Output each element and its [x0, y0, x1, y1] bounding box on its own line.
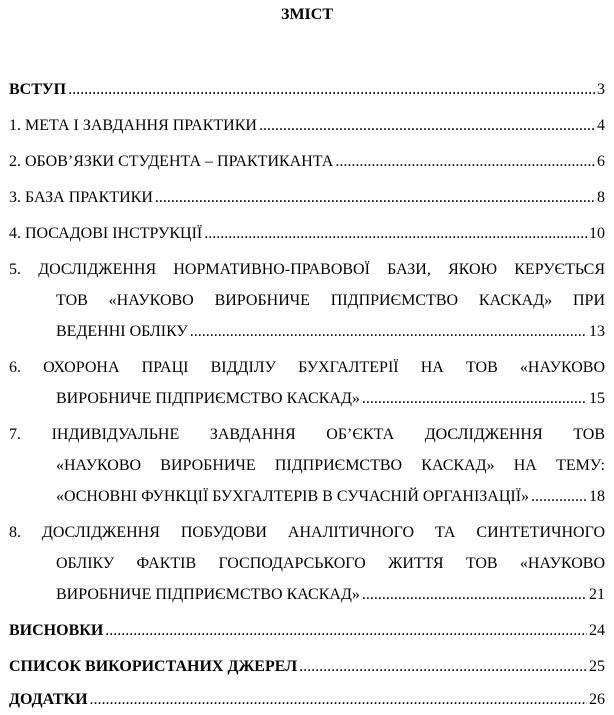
toc-entry-1 [9, 114, 605, 138]
toc-page-number: 3 [597, 81, 605, 98]
dot-leader [190, 320, 587, 344]
toc-entry-text: 2. ОБОВ’ЯЗКИ СТУДЕНТА – ПРАКТИКАНТА [9, 153, 334, 170]
toc-entry-text: ВСТУП [9, 81, 67, 98]
toc-entry-7-line-2: «НАУКОВО ВИРОБНИЧЕ ПІДПРИЄМСТВО КАСКАД» НА ТЕМУ: [56, 457, 605, 474]
toc-entry-intro [9, 78, 605, 102]
toc-entry-conclusions [9, 619, 605, 643]
toc-entry-5-line-2: ТОВ «НАУКОВО ВИРОБНИЧЕ ПІДПРИЄМСТВО КАСКАД» ПРИ [56, 292, 605, 309]
toc-page-number: 25 [589, 658, 605, 675]
toc-entry-text: «ОСНОВНІ ФУНКЦІЇ БУХГАЛТЕРІВ В СУЧАСНІЙ ОРГАНІЗАЦІЇ» [56, 488, 530, 505]
toc-page-number: 4 [597, 117, 605, 134]
toc-entry-text: ВИСНОВКИ [9, 622, 104, 639]
toc-entry-references [9, 655, 605, 679]
dot-leader [259, 114, 595, 138]
toc-entry-text: 4. ПОСАДОВІ ІНСТРУКЦІЇ [9, 225, 203, 242]
dot-leader [68, 78, 595, 102]
toc-page-number: 8 [597, 189, 605, 206]
toc-entry-5-line-3 [56, 320, 605, 344]
toc-page-number: 13 [589, 323, 605, 340]
toc-page-number: 21 [589, 586, 605, 603]
toc-page-number: 26 [589, 691, 605, 708]
toc-entry-text: СПИСОК ВИКОРИСТАНИХ ДЖЕРЕЛ [9, 658, 298, 675]
toc-page-number: 18 [589, 488, 605, 505]
toc-entry-text: ВИРОБНИЧЕ ПІДПРИЄМСТВО КАСКАД» [56, 390, 360, 407]
toc-entry-8-line-1: 8. ДОСЛІДЖЕННЯ ПОБУДОВИ АНАЛІТИЧНОГО ТА СИНТЕТИЧНОГО [9, 524, 605, 541]
dot-leader [299, 655, 587, 679]
dot-leader [90, 688, 587, 712]
toc-entry-text: ВЕДЕННІ ОБЛІКУ [56, 323, 188, 340]
toc-page-number: 15 [589, 390, 605, 407]
toc-entry-6-line-1: 6. ОХОРОНА ПРАЦІ ВІДДІЛУ БУХГАЛТЕРІЇ НА ТОВ «НАУКОВО [9, 359, 605, 376]
toc-entry-text: 3. БАЗА ПРАКТИКИ [9, 189, 153, 206]
toc-entry-8-line-3 [56, 583, 605, 607]
dot-leader [335, 150, 595, 174]
toc-entry-8-line-2: ОБЛІКУ ФАКТІВ ГОСПОДАРСЬКОГО ЖИТТЯ ТОВ «НАУКОВО [56, 555, 605, 572]
toc-entry-7-line-1: 7. ІНДИВІДУАЛЬНЕ ЗАВДАННЯ ОБ’ЄКТА ДОСЛІДЖЕННЯ ТОВ [9, 426, 605, 443]
toc-entry-appendices [9, 688, 605, 712]
toc-entry-5-line-1: 5. ДОСЛІДЖЕННЯ НОРМАТИВНО-ПРАВОВОЇ БАЗИ, ЯКОЮ КЕРУЄТЬСЯ [9, 261, 605, 278]
dot-leader [362, 583, 587, 607]
dot-leader [155, 186, 595, 210]
toc-entry-4 [9, 222, 605, 246]
dot-leader [362, 387, 587, 411]
dot-leader [204, 222, 587, 246]
dot-leader [105, 619, 587, 643]
toc-entry-2 [9, 150, 605, 174]
toc-page-number: 10 [589, 225, 605, 242]
toc-entry-text: 1. МЕТА І ЗАВДАННЯ ПРАКТИКИ [9, 117, 257, 134]
dot-leader [531, 485, 587, 509]
toc-entry-text: ДОДАТКИ [9, 691, 88, 708]
toc-page-number: 6 [597, 153, 605, 170]
toc-entry-6-line-2 [56, 387, 605, 411]
toc-entry-text: ВИРОБНИЧЕ ПІДПРИЄМСТВО КАСКАД» [56, 586, 360, 603]
toc-entry-7-line-3 [56, 485, 605, 509]
toc-page-number: 24 [589, 622, 605, 639]
toc-title: ЗМІСТ [281, 6, 333, 23]
toc-entry-3 [9, 186, 605, 210]
